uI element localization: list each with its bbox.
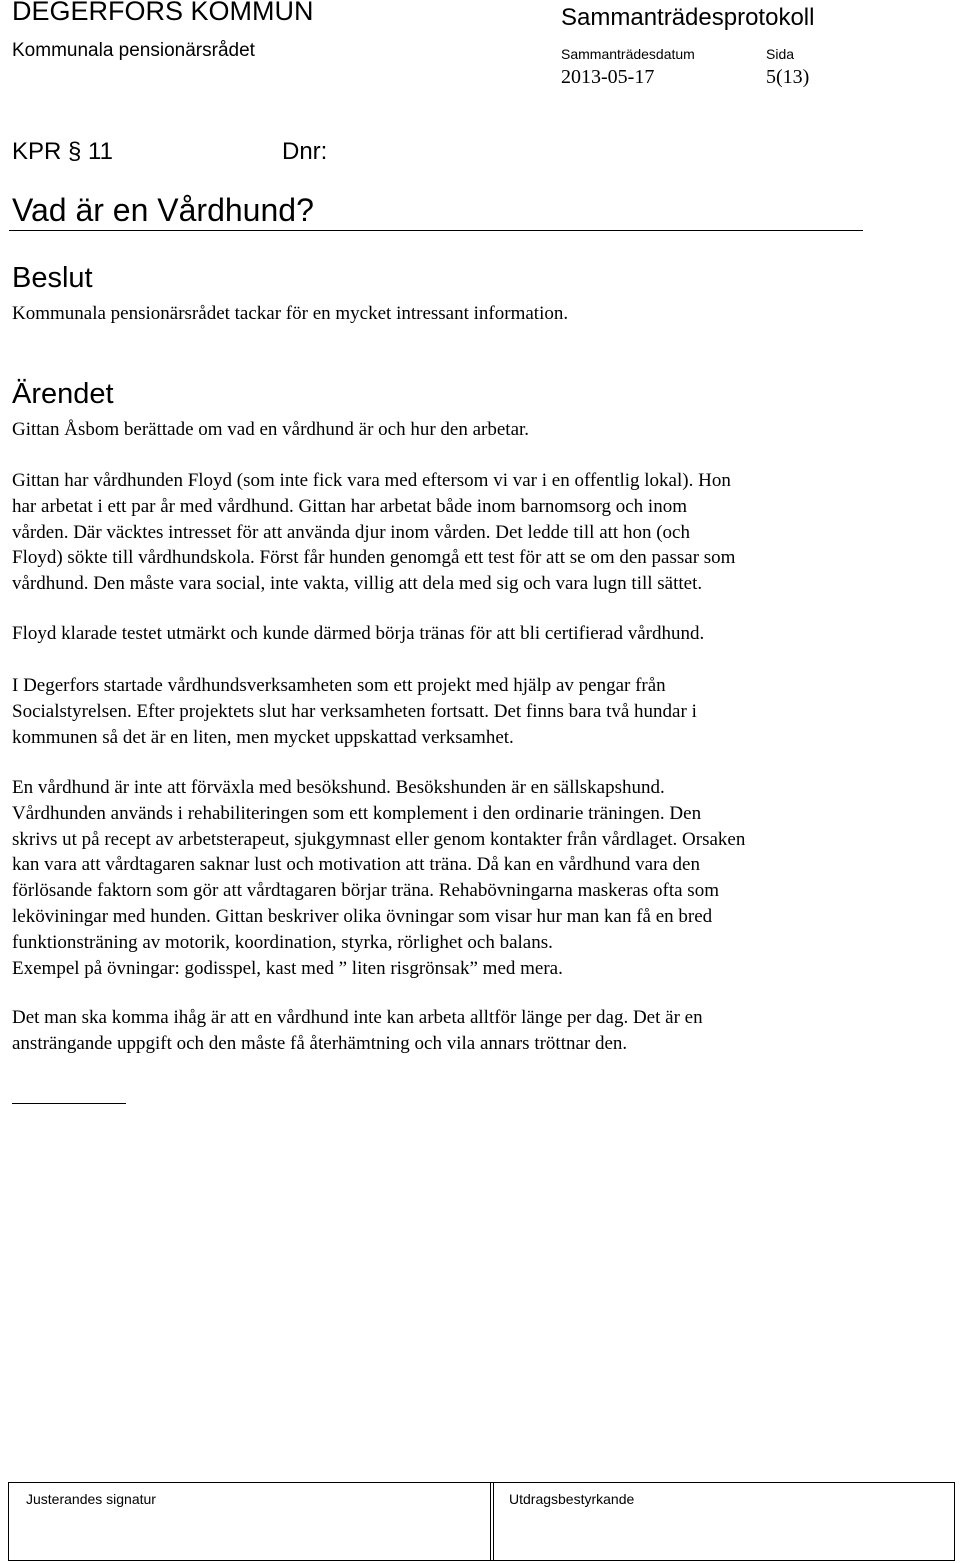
text-line: förlösande faktorn som gör att vårdtagaren börjar träna. Rehabövningarna maskeras ofta som bbox=[12, 880, 719, 902]
text-line: har arbetat i ett par år med vårdhund. Gittan har arbetat både inom barnomsorg och inom bbox=[12, 495, 687, 517]
meeting-date-label: Sammanträdesdatum bbox=[561, 46, 695, 62]
text-line: Socialstyrelsen. Efter projektets slut har verksamheten fortsatt. Det finns bara två hundar i bbox=[12, 700, 697, 722]
text-line: Vårdhunden används i rehabiliteringen som ett komplement i den ordinarie träningen. Den bbox=[12, 802, 702, 824]
text-line: kommunen så det är en liten, men mycket uppskattad verksamhet. bbox=[12, 726, 514, 748]
text-line: Det man ska komma ihåg är att en vårdhund inte kan arbeta alltför länge per dag. Det är en bbox=[12, 1007, 703, 1028]
arendet-paragraph-1 bbox=[12, 417, 892, 443]
section-number: KPR § 11 bbox=[12, 138, 113, 165]
signature-footer bbox=[8, 1482, 955, 1561]
page-number: 5(13) bbox=[766, 66, 810, 88]
text-line: funktionsträning av motorik, koordination, styrka, rörlighet och balans. bbox=[12, 931, 553, 953]
document-type: Sammanträdesprotokoll bbox=[561, 4, 815, 31]
arendet-heading: Ärendet bbox=[12, 378, 114, 410]
text-line: Floyd) sökte till vårdhundskola. Först får hunden genomgå ett test för att se om den passar som bbox=[12, 547, 736, 569]
text-line: Exempel på övningar: godisspel, kast med ” liten risgrönsak” med mera. bbox=[12, 957, 563, 979]
organization-name: DEGERFORS KOMMUN bbox=[12, 0, 314, 26]
dnr-label: Dnr: bbox=[282, 138, 328, 165]
text-line: En vårdhund är inte att förväxla med besökshund. Besökshunden är en sällskapshund. bbox=[12, 777, 665, 798]
signature-label: Justerandes signatur bbox=[26, 1491, 156, 1507]
footer-divider bbox=[493, 1483, 494, 1560]
text-line: vårdhund. Den måste vara social, inte vakta, villig att dela med sig och vara lugn till sättet. bbox=[12, 573, 703, 595]
page-label: Sida bbox=[766, 46, 795, 62]
text-line: I Degerfors startade vårdhundsverksamheten som ett projekt med hjälp av pengar från bbox=[12, 675, 666, 696]
text-line: vården. Där väcktes intresset för att använda djur inom vården. Det ledde till att hon (och bbox=[12, 521, 690, 543]
text-line: Floyd klarade testet utmärkt och kunde därmed börja tränas för att bli certifierad vårdhund. bbox=[12, 623, 705, 644]
arendet-paragraph-3 bbox=[12, 621, 892, 647]
footer-divider bbox=[490, 1483, 491, 1560]
title-underline bbox=[9, 230, 863, 231]
text-line: Gittan har vårdhunden Floyd (som inte fick vara med eftersom vi var i en offentlig lokal). Hon bbox=[12, 470, 731, 491]
beslut-heading: Beslut bbox=[12, 262, 93, 294]
arendet-paragraph-5 bbox=[12, 775, 892, 981]
end-of-section-rule bbox=[12, 1103, 126, 1104]
meeting-date-value: 2013-05-17 bbox=[561, 66, 655, 88]
text-line: ansträngande uppgift och den måste få återhämtning och vila annars tröttnar den. bbox=[12, 1032, 628, 1054]
text-line: skrivs ut på recept av arbetsterapeut, sjukgymnast eller genom kontakter från vårdlaget. Orsaken bbox=[12, 828, 746, 850]
arendet-paragraph-4 bbox=[12, 673, 892, 750]
text-line: leköviningar med hunden. Gittan beskriver olika övningar som visar hur man kan få en bred bbox=[12, 905, 713, 927]
arendet-paragraph-6 bbox=[12, 1005, 892, 1057]
text-line: Gittan Åsbom berättade om vad en vårdhund är och hur den arbetar. bbox=[12, 419, 530, 440]
text-line: kan vara att vårdtagaren saknar lust och motivation att träna. Då kan en vårdhund vara den bbox=[12, 854, 700, 876]
section-title: Vad är en Vårdhund? bbox=[12, 192, 314, 228]
arendet-paragraph-2 bbox=[12, 468, 892, 597]
beslut-text: Kommunala pensionärsrådet tackar för en mycket intressant information. bbox=[12, 303, 569, 324]
extract-certification-label: Utdragsbestyrkande bbox=[509, 1491, 635, 1507]
council-name: Kommunala pensionärsrådet bbox=[12, 40, 255, 61]
